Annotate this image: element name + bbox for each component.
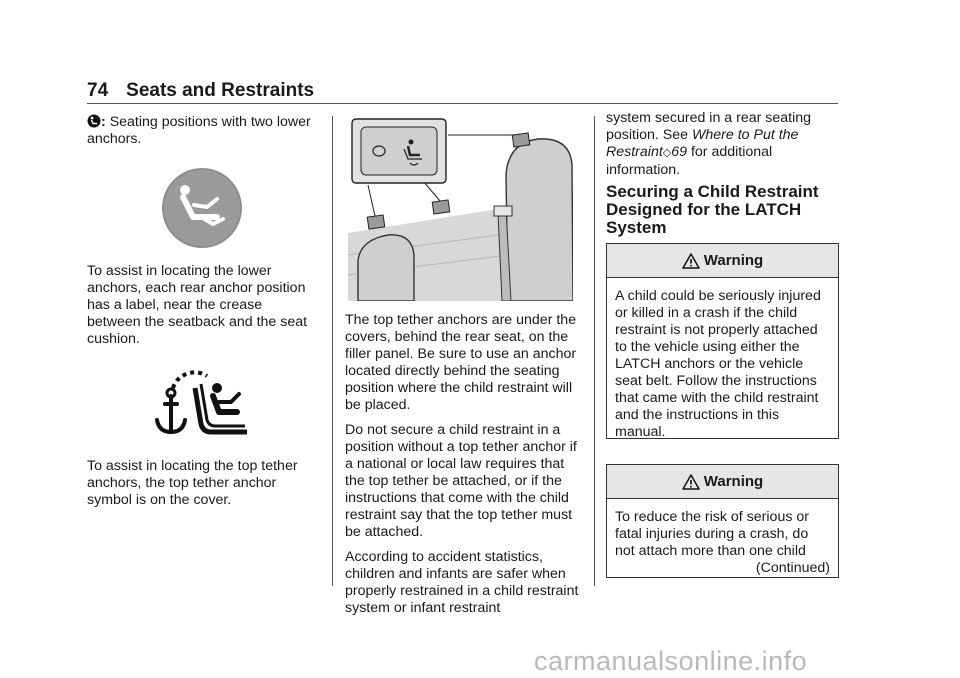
- continued-text-b: for additional information.: [606, 144, 773, 178]
- latch-label-text: Seating positions with two lower anchors.: [87, 114, 311, 147]
- header-rule: [87, 103, 838, 104]
- accident-statistics-paragraph: According to accident statistics, children and infants are safer when properly restrained in a child restraint system or infant restraint: [345, 549, 579, 616]
- warning-2-body: To reduce the risk of serious or fatal injuries during a crash, do not attach more than one child: [615, 509, 809, 559]
- warning-triangle-icon: [682, 252, 700, 270]
- warning-1-title: [607, 244, 838, 278]
- lower-anchor-paragraph: To assist in locating the lower anchors, each rear anchor position has a label, near the crease between the seatback and the seat cushion.: [87, 263, 308, 347]
- section-title: Seats and Restraints: [126, 80, 315, 101]
- warning-2-title-text: Warning: [703, 473, 764, 490]
- page-number: 74: [87, 80, 109, 101]
- warning-1-body: A child could be seriously injured or killed in a crash if the child restraint is not properly attached to the vehicle using either the LATCH anchors or the vehicle seat belt. Follow the instructions that came with the child restraint and the instructions in this manual.: [615, 288, 821, 440]
- column-divider-1: [332, 116, 333, 586]
- continued-label: (Continued): [755, 560, 830, 576]
- page-reference-number[interactable]: 69: [671, 144, 688, 160]
- warning-triangle-icon: [682, 473, 700, 491]
- column-2-text: [345, 312, 581, 617]
- lower-anchor-symbol-icon: [87, 114, 101, 128]
- page-header: [87, 80, 314, 102]
- top-tether-paragraph: To assist in locating the top tether anchors, the top tether anchor symbol is on the cover.: [87, 458, 298, 508]
- warning-2-title: [607, 465, 838, 499]
- latch-symbol-caption: [87, 114, 317, 148]
- continued-paragraph: [606, 110, 834, 179]
- latch-section-heading: Securing a Child Restraint Designed for the LATCH System: [606, 182, 819, 237]
- warning-box-2: [606, 464, 839, 578]
- child-seat-label-icon: [161, 167, 243, 249]
- top-tether-location-paragraph: The top tether anchors are under the covers, behind the rear seat, on the filler panel. Be sure to use an anchor located directly behind the seating position where the child restraint will be placed.: [345, 312, 577, 413]
- warning-box-1: [606, 243, 839, 439]
- top-tether-law-paragraph: Do not secure a child restraint in a position without a top tether anchor if a national or local law requires that the top tether be attached, or if the instructions that come with the child restraint say that the top tether must be attached.: [345, 422, 577, 540]
- continued-text-a: system secured in a rear seating position. See: [606, 110, 812, 143]
- top-tether-symbol-icon: [153, 366, 251, 442]
- where-to-put-restraint-link[interactable]: Where to Put the Restraint: [606, 127, 799, 160]
- top-tether-anchor-illustration: [348, 115, 573, 301]
- page-reference-icon: ◇: [662, 147, 672, 159]
- column-divider-2: [594, 116, 595, 586]
- latch-label-colon: :: [101, 114, 106, 130]
- warning-1-title-text: Warning: [703, 252, 764, 269]
- watermark: carmanualsonline.info: [534, 646, 808, 676]
